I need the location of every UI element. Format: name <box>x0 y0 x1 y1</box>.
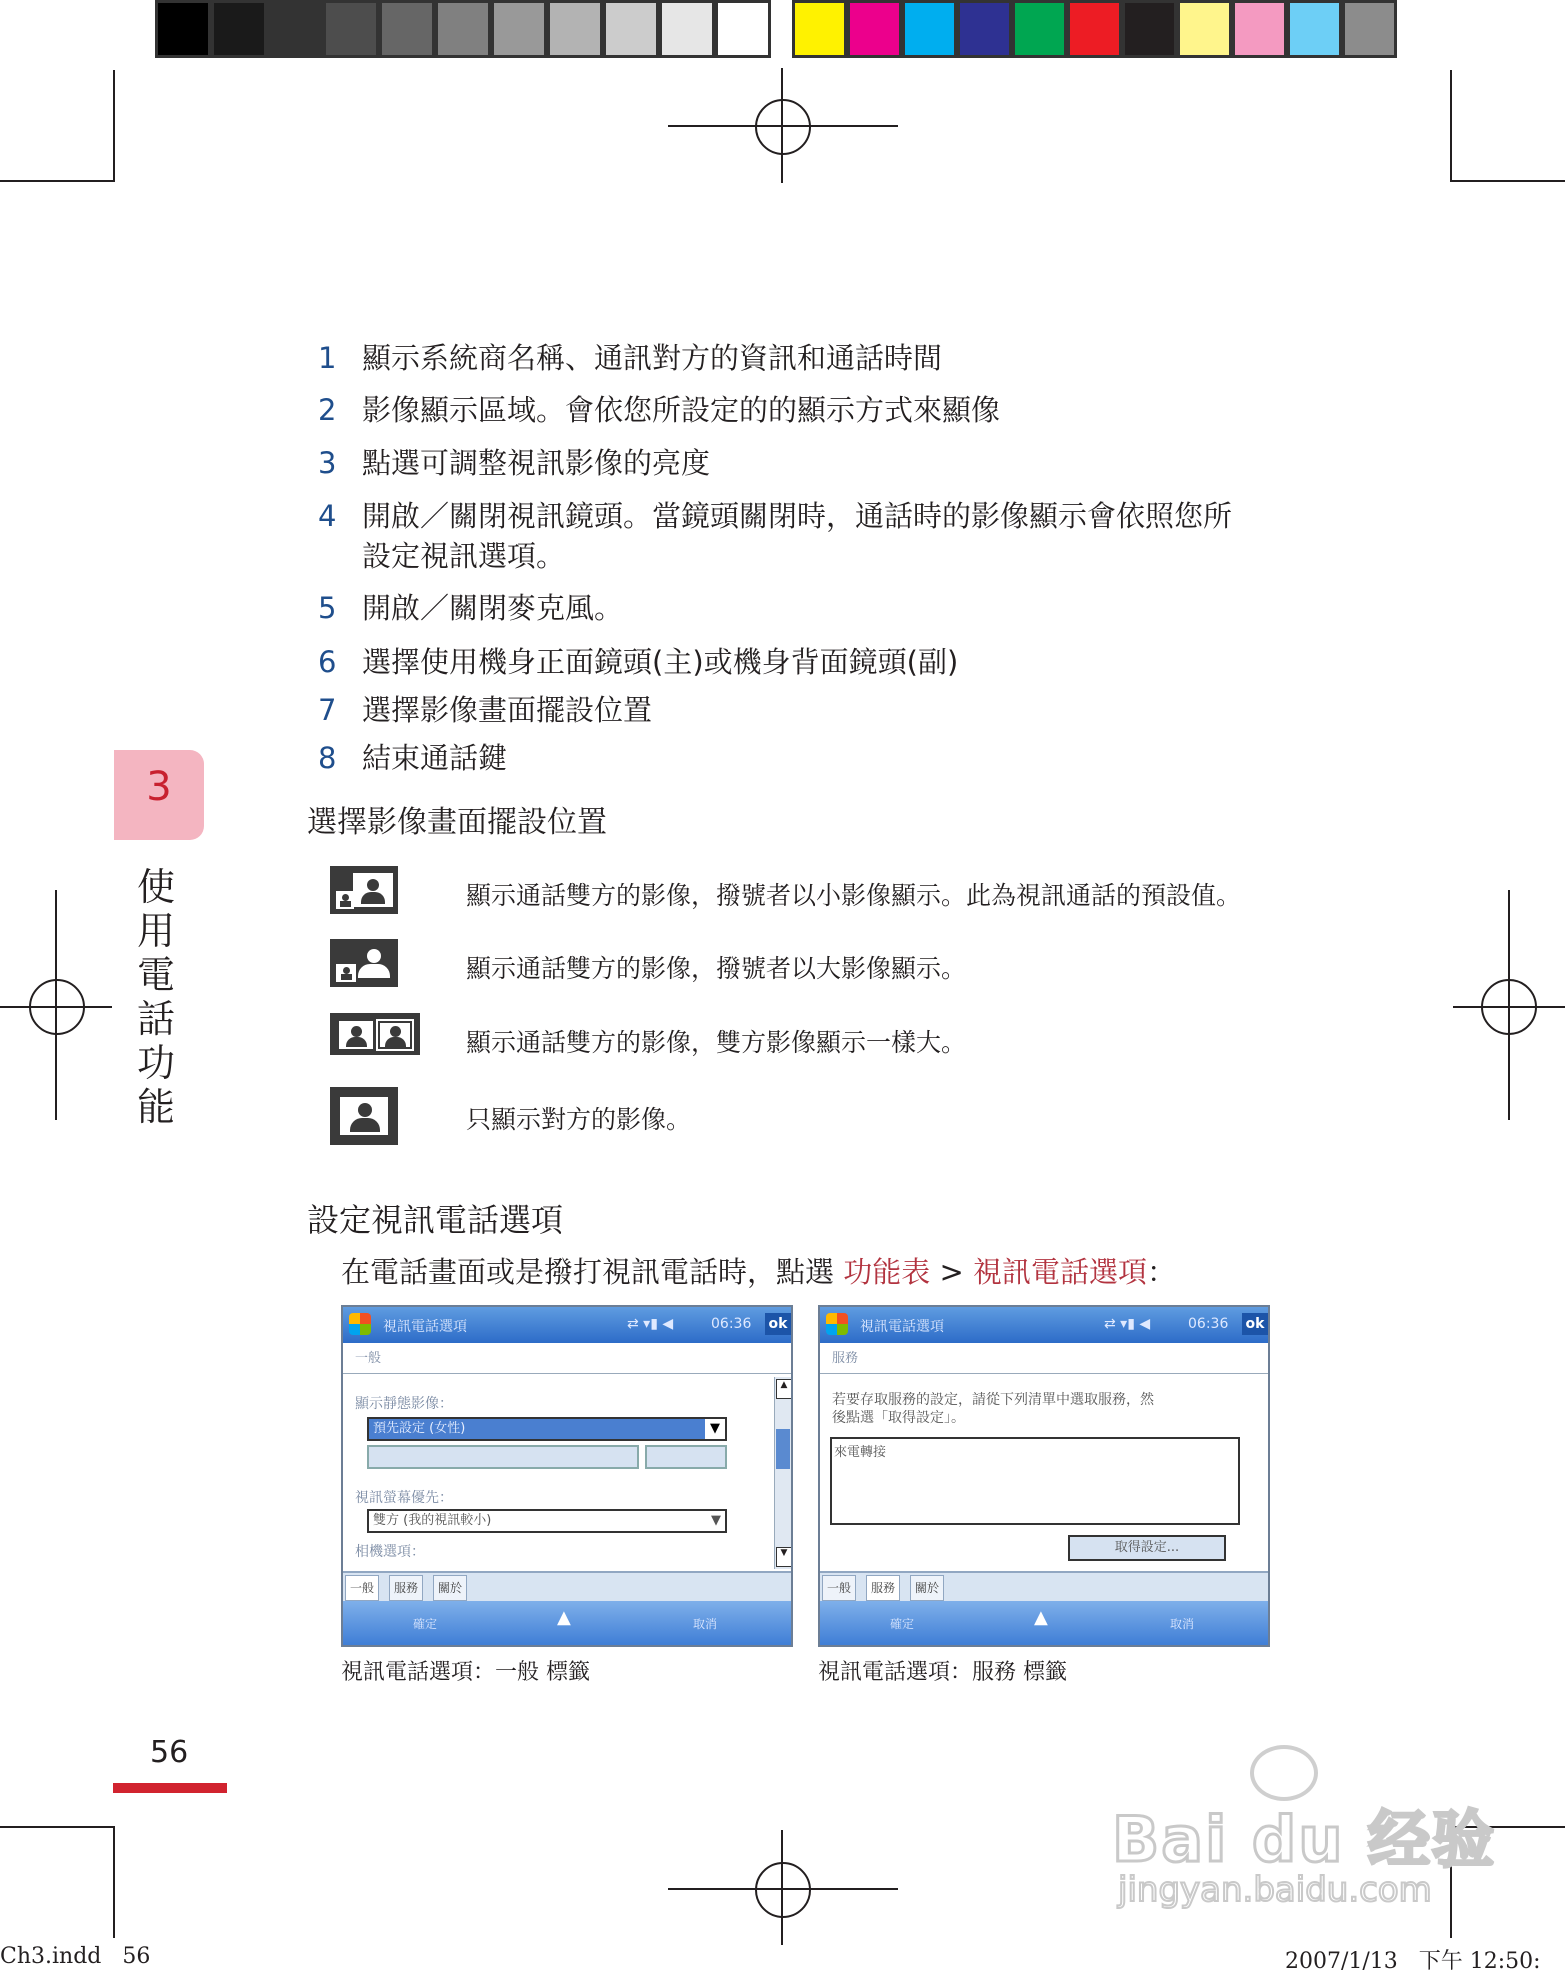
title-bar <box>820 1307 1268 1343</box>
image-path-field[interactable] <box>367 1445 639 1469</box>
gray-swatch <box>603 0 659 58</box>
chapter-title: 使用電話功能 <box>136 865 175 1129</box>
menu-cancel[interactable]: 取消 <box>1170 1617 1195 1631</box>
services-list[interactable] <box>830 1437 1240 1525</box>
gray-swatch <box>379 0 435 58</box>
color-swatch <box>902 0 957 58</box>
services-description: 後點選「取得設定」。 <box>832 1410 965 1426</box>
ok-button[interactable]: ok <box>1242 1313 1268 1335</box>
list-number: 6 <box>318 645 337 679</box>
status-icons: ⇄ ▾▮ ◀︎ <box>627 1316 674 1332</box>
tab-about[interactable]: 關於 <box>910 1575 944 1601</box>
list-number: 7 <box>318 693 337 727</box>
color-swatch <box>957 0 1012 58</box>
watermark-brand: Bai du 经验 <box>1112 1803 1497 1876</box>
color-swatch <box>1287 0 1342 58</box>
small-self-view-icon <box>330 866 398 914</box>
screenshot-caption: 視訊電話選項：服務 標籤 <box>818 1660 1067 1685</box>
color-swatch <box>792 0 847 58</box>
list-number: 4 <box>318 499 337 533</box>
video-options-link: 視訊電話選項 <box>973 1255 1148 1289</box>
tab-general[interactable]: 一般 <box>822 1575 856 1601</box>
clock: 06:36 <box>1188 1316 1229 1332</box>
scroll-down-icon[interactable]: ▼ <box>776 1547 792 1567</box>
tab-strip <box>820 1571 1268 1603</box>
browse-button[interactable] <box>645 1445 727 1469</box>
scroll-thumb[interactable] <box>776 1429 790 1469</box>
list-text: 選擇使用機身正面鏡頭(主)或機身背面鏡頭(副) <box>362 645 959 679</box>
options-heading: 設定視訊電話選項 <box>307 1201 564 1239</box>
gray-swatch <box>155 0 211 58</box>
static-image-label: 顯示靜態影像： <box>355 1396 453 1412</box>
gray-swatch <box>267 0 323 58</box>
layout-option-text: 顯示通話雙方的影像，撥號者以小影像顯示。此為視訊通話的預設值。 <box>466 881 1242 910</box>
list-text: 點選可調整視訊影像的亮度 <box>362 446 711 480</box>
windows-start-icon[interactable] <box>349 1313 371 1335</box>
list-text-continued: 設定視訊選項。 <box>362 539 566 573</box>
layout-option-text: 顯示通話雙方的影像，撥號者以大影像顯示。 <box>466 954 967 983</box>
menu-bar <box>820 1601 1268 1645</box>
list-text: 結束通話鍵 <box>362 741 508 775</box>
page-number-bar <box>113 1783 227 1793</box>
large-self-view-icon <box>330 939 398 987</box>
gray-swatch <box>491 0 547 58</box>
window-title: 視訊電話選項 <box>383 1319 467 1335</box>
list-number: 8 <box>318 741 337 775</box>
remote-only-icon <box>330 1087 398 1145</box>
chevron-down-icon: ▼ <box>711 1513 721 1528</box>
chapter-number: 3 <box>146 764 172 810</box>
gray-swatch <box>211 0 267 58</box>
color-swatch <box>1012 0 1067 58</box>
camera-options-label: 相機選項： <box>355 1544 425 1560</box>
title-bar <box>343 1307 791 1343</box>
menu-bar <box>343 1601 791 1645</box>
get-settings-button[interactable]: 取得設定... <box>1068 1535 1226 1561</box>
watermark-url: jingyan.baidu.com <box>1118 1870 1432 1910</box>
crop-mark <box>1450 180 1565 182</box>
equal-view-icon <box>330 1013 420 1055</box>
layout-option-text: 顯示通話雙方的影像，雙方影像顯示一樣大。 <box>466 1028 967 1057</box>
gray-swatch <box>547 0 603 58</box>
list-number: 2 <box>318 393 337 427</box>
list-text: 影像顯示區域。會依您所設定的的顯示方式來顯像 <box>362 393 1001 427</box>
slug-date: 2007/1/13 下午 12:50: <box>1285 1949 1541 1974</box>
menu-cancel[interactable]: 取消 <box>693 1617 718 1631</box>
static-image-dropdown[interactable]: 預先設定 (女性) ▼ <box>367 1417 727 1441</box>
menu-link: 功能表 <box>843 1255 931 1289</box>
layout-option-text: 只顯示對方的影像。 <box>466 1105 692 1134</box>
color-swatch <box>1122 0 1177 58</box>
layout-heading: 選擇影像畫面擺設位置 <box>307 805 607 840</box>
list-number: 1 <box>318 341 337 375</box>
list-text: 選擇影像畫面擺設位置 <box>362 693 653 727</box>
crop-mark <box>113 1826 115 1938</box>
section-header: 一般 <box>343 1345 791 1374</box>
screen-priority-label: 視訊螢幕優先： <box>355 1490 453 1506</box>
instruction-text: 在電話畫面或是撥打視訊電話時，點選 功能表 > 視訊電話選項： <box>341 1255 1177 1289</box>
menu-ok[interactable]: 確定 <box>413 1617 438 1631</box>
screenshot-caption: 視訊電話選項：一般 標籤 <box>341 1660 590 1685</box>
screen-priority-dropdown[interactable]: 雙方 (我的視訊較小) ▼ <box>367 1509 727 1533</box>
list-item[interactable]: 來電轉接 <box>834 1445 887 1460</box>
tab-strip <box>343 1571 791 1603</box>
tab-about[interactable]: 關於 <box>433 1575 467 1601</box>
gray-swatch <box>715 0 771 58</box>
color-swatch <box>1232 0 1287 58</box>
tab-services[interactable]: 服務 <box>389 1575 423 1601</box>
slug-file: Ch3.indd 56 <box>0 1944 151 1969</box>
window-title: 視訊電話選項 <box>860 1319 944 1335</box>
list-number: 3 <box>318 446 337 480</box>
crop-mark <box>113 70 115 182</box>
list-text: 顯示系統商名稱、通訊對方的資訊和通話時間 <box>362 341 943 375</box>
status-icons: ⇄ ▾▮ ◀︎ <box>1104 1316 1151 1332</box>
windows-start-icon[interactable] <box>826 1313 848 1335</box>
list-number: 5 <box>318 591 337 625</box>
tab-services[interactable]: 服務 <box>866 1575 900 1601</box>
crop-mark <box>0 180 114 182</box>
gray-swatch <box>435 0 491 58</box>
chapter-tab <box>114 750 204 840</box>
keyboard-icon[interactable]: ▲ <box>1034 1607 1048 1628</box>
screenshot-general-tab <box>341 1305 793 1647</box>
section-header: 服務 <box>820 1345 1268 1374</box>
tab-general[interactable]: 一般 <box>345 1575 379 1601</box>
color-swatch <box>1177 0 1232 58</box>
list-text: 開啟／關閉視訊鏡頭。當鏡頭關閉時，通話時的影像顯示會依照您所 <box>362 499 1233 533</box>
screenshot-services-tab <box>818 1305 1270 1647</box>
scrollbar[interactable] <box>774 1377 791 1569</box>
crop-mark <box>0 1826 114 1828</box>
color-swatch <box>1342 0 1397 58</box>
ok-button[interactable]: ok <box>765 1313 791 1335</box>
gray-swatch <box>659 0 715 58</box>
scroll-up-icon[interactable]: ▲ <box>776 1379 792 1399</box>
list-text: 開啟／關閉麥克風。 <box>362 591 624 625</box>
page-number: 56 <box>150 1735 189 1770</box>
color-swatch <box>847 0 902 58</box>
color-swatch <box>1067 0 1122 58</box>
clock: 06:36 <box>711 1316 752 1332</box>
menu-ok[interactable]: 確定 <box>890 1617 915 1631</box>
services-description: 若要存取服務的設定，請從下列清單中選取服務，然 <box>832 1392 1154 1408</box>
crop-mark <box>1450 70 1452 182</box>
gray-swatch <box>323 0 379 58</box>
keyboard-icon[interactable]: ▲ <box>557 1607 571 1628</box>
chevron-down-icon: ▼ <box>705 1419 725 1439</box>
